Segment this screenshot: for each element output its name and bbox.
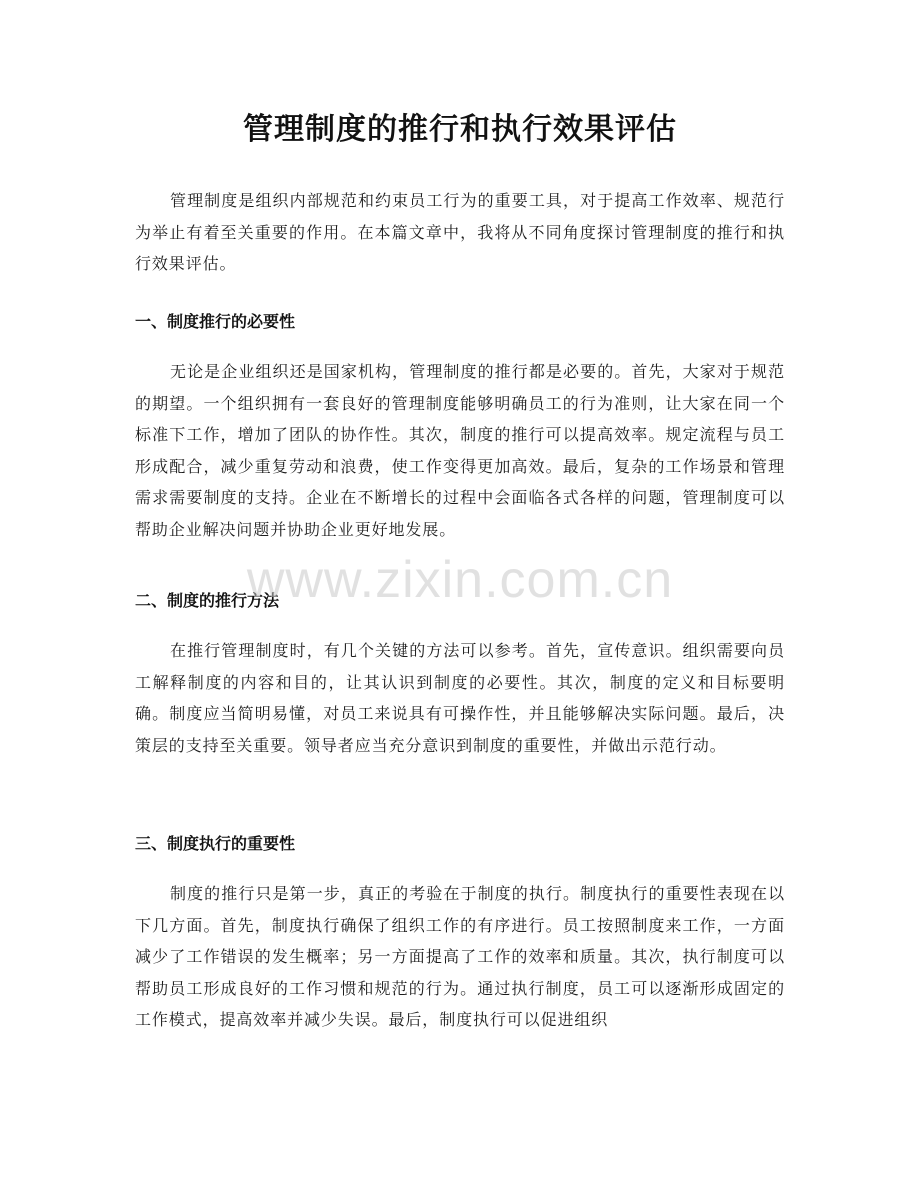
section-heading-2: 二、制度的推行方法 xyxy=(135,591,280,610)
intro-paragraph: 管理制度是组织内部规范和约束员工行为的重要工具，对于提高工作效率、规范行为举止有着至关重要的作用。在本篇文章中，我将从不同角度探讨管理制度的推行和执行效果评估。 xyxy=(135,191,785,273)
section-body-1: 无论是企业组织还是国家机构，管理制度的推行都是必要的。首先，大家对于规范的期望。一个组织拥有一套良好的管理制度能够明确员工的行为准则，让大家在同一个标准下工作，增加了团队的协作性。其次，制度的推行可以提高效率。规定流程与员工形成配合，减少重复劳动和浪费，使工作变得更加高效。最后，复杂的工作场景和管理需求需要制度的支持。企业在不断增长的过程中会面临各式各样的问题，管理制度可以帮助企业解决问题并协助企业更好地发展。 xyxy=(135,362,785,539)
section-body-2: 在推行管理制度时，有几个关键的方法可以参考。首先，宣传意识。组织需要向员工解释制度的内容和目的，让其认识到制度的必要性。其次，制度的定义和目标要明确。制度应当简明易懂，对员工来说具有可操作性，并且能够解决实际问题。最后，决策层的支持至关重要。领导者应当充分意识到制度的重要性，并做出示范行动。 xyxy=(135,641,785,755)
section-body-3: 制度的推行只是第一步，真正的考验在于制度的执行。制度执行的重要性表现在以下几方面。首先，制度执行确保了组织工作的有序进行。员工按照制度来工作，一方面减少了工作错误的发生概率；另一方面提高了工作的效率和质量。其次，执行制度可以帮助员工形成良好的工作习惯和规范的行为。通过执行制度，员工可以逐渐形成固定的工作模式，提高效率并减少失误。最后，制度执行可以促进组织 xyxy=(135,884,785,1029)
watermark: www.zixin.com.cn xyxy=(246,551,674,609)
document-title: 管理制度的推行和执行效果评估 xyxy=(243,112,677,147)
section-heading-1: 一、制度推行的必要性 xyxy=(135,312,296,331)
section-heading-3: 三、制度执行的重要性 xyxy=(135,834,296,853)
